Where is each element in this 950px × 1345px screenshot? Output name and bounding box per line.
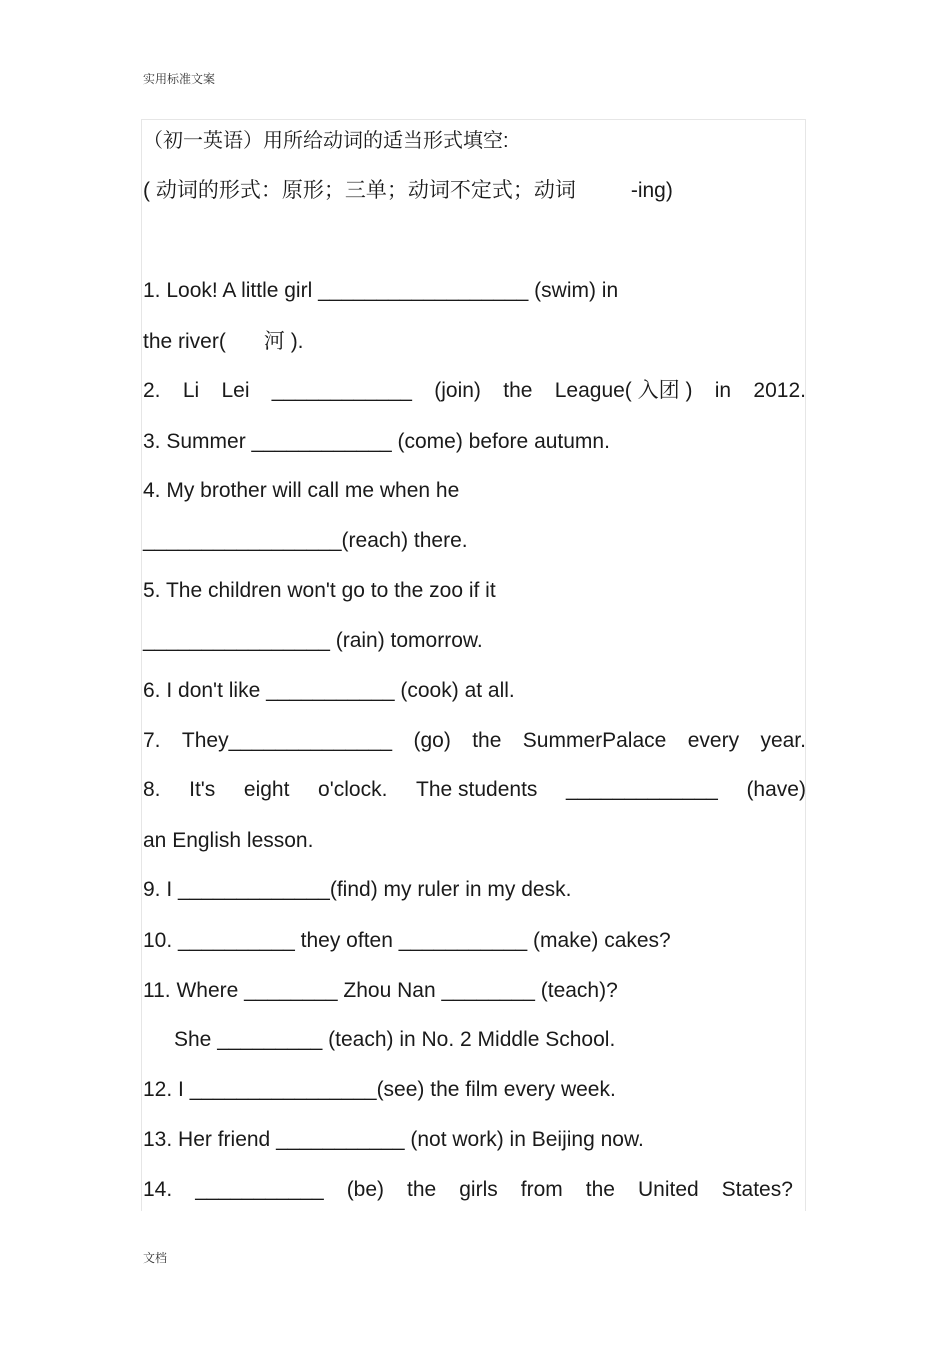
question-10: 10. __________ they often ___________ (make) cakes? — [143, 929, 671, 952]
question-11-line-2: She _________ (teach) in No. 2 Middle School. — [174, 1028, 616, 1051]
question-8-line-2: an English lesson. — [143, 829, 314, 852]
page-footer: 文档 — [143, 1251, 168, 1265]
q7-word: the — [472, 729, 502, 752]
question-11-line-1: 11. Where ________ Zhou Nan ________ (teach)? — [143, 979, 618, 1002]
question-4-line-2: _________________(reach) there. — [143, 529, 468, 552]
page-header: 实用标准文案 — [143, 72, 216, 86]
q8-word: The students — [416, 778, 538, 801]
subtitle-part-a: ( 动词的形式：原形；三单；动词不定式；动词 — [143, 179, 576, 202]
q7-word: SummerPalace — [522, 729, 667, 752]
q14-word: (be) — [346, 1178, 385, 1201]
worksheet-title: （初一英语）用所给动词的适当形式填空: — [143, 130, 509, 152]
q7-word: every — [687, 729, 740, 752]
q2-word: the — [503, 379, 533, 402]
question-14 — [143, 1177, 793, 1203]
q8-word: 8. — [143, 778, 161, 801]
q8-word: o'clock. — [318, 778, 388, 801]
q2-word: in — [714, 379, 732, 402]
q14-word: girls — [459, 1178, 498, 1201]
q2-word: League( 入团 ) — [554, 379, 693, 402]
question-9: 9. I _____________(find) my ruler in my desk. — [143, 878, 572, 901]
q2-word: Li — [182, 379, 200, 402]
worksheet-subtitle — [143, 178, 806, 204]
question-5-line-1: 5. The children won't go to the zoo if it — [143, 579, 496, 602]
q14-word: 14. — [143, 1178, 173, 1201]
q8-word: It's — [189, 778, 216, 801]
question-3: 3. Summer ____________ (come) before autumn. — [143, 430, 610, 453]
q14-word: the — [585, 1178, 615, 1201]
q8-word: (have) — [746, 778, 806, 801]
q2-word: Lei — [221, 379, 250, 402]
q7-word: They______________ — [181, 729, 393, 752]
question-1-line-2 — [143, 329, 806, 355]
q14-blank: ___________ — [195, 1178, 324, 1201]
q7-word: year. — [760, 729, 806, 752]
q14-word: the — [407, 1178, 437, 1201]
q14-word: States? — [721, 1178, 793, 1201]
q2-blank: ____________ — [271, 379, 412, 402]
q2-word: (join) — [434, 379, 481, 402]
q1-river: the river( — [143, 330, 226, 353]
q2-word: 2012. — [753, 379, 806, 402]
question-13: 13. Her friend ___________ (not work) in Beijing now. — [143, 1128, 644, 1151]
q8-blank: _____________ — [566, 778, 718, 801]
q7-word: (go) — [413, 729, 451, 752]
q8-word: eight — [243, 778, 290, 801]
q7-word: 7. — [143, 729, 161, 752]
q1-river-cn: 河 ). — [263, 330, 304, 353]
question-5-line-2: ________________ (rain) tomorrow. — [143, 629, 483, 652]
question-12: 12. I ________________(see) the film every week. — [143, 1078, 616, 1101]
question-7 — [143, 728, 806, 754]
question-1-line-1: 1. Look! A little girl __________________ (swim) in — [143, 279, 619, 302]
question-4-line-1: 4. My brother will call me when he — [143, 479, 460, 502]
q2-word: 2. — [143, 379, 161, 402]
q14-word: from — [520, 1178, 563, 1201]
q14-word: United — [637, 1178, 699, 1201]
question-2 — [143, 378, 806, 404]
subtitle-part-b: -ing) — [630, 179, 673, 202]
question-6: 6. I don't like ___________ (cook) at all. — [143, 679, 515, 702]
question-8-line-1 — [143, 777, 806, 803]
